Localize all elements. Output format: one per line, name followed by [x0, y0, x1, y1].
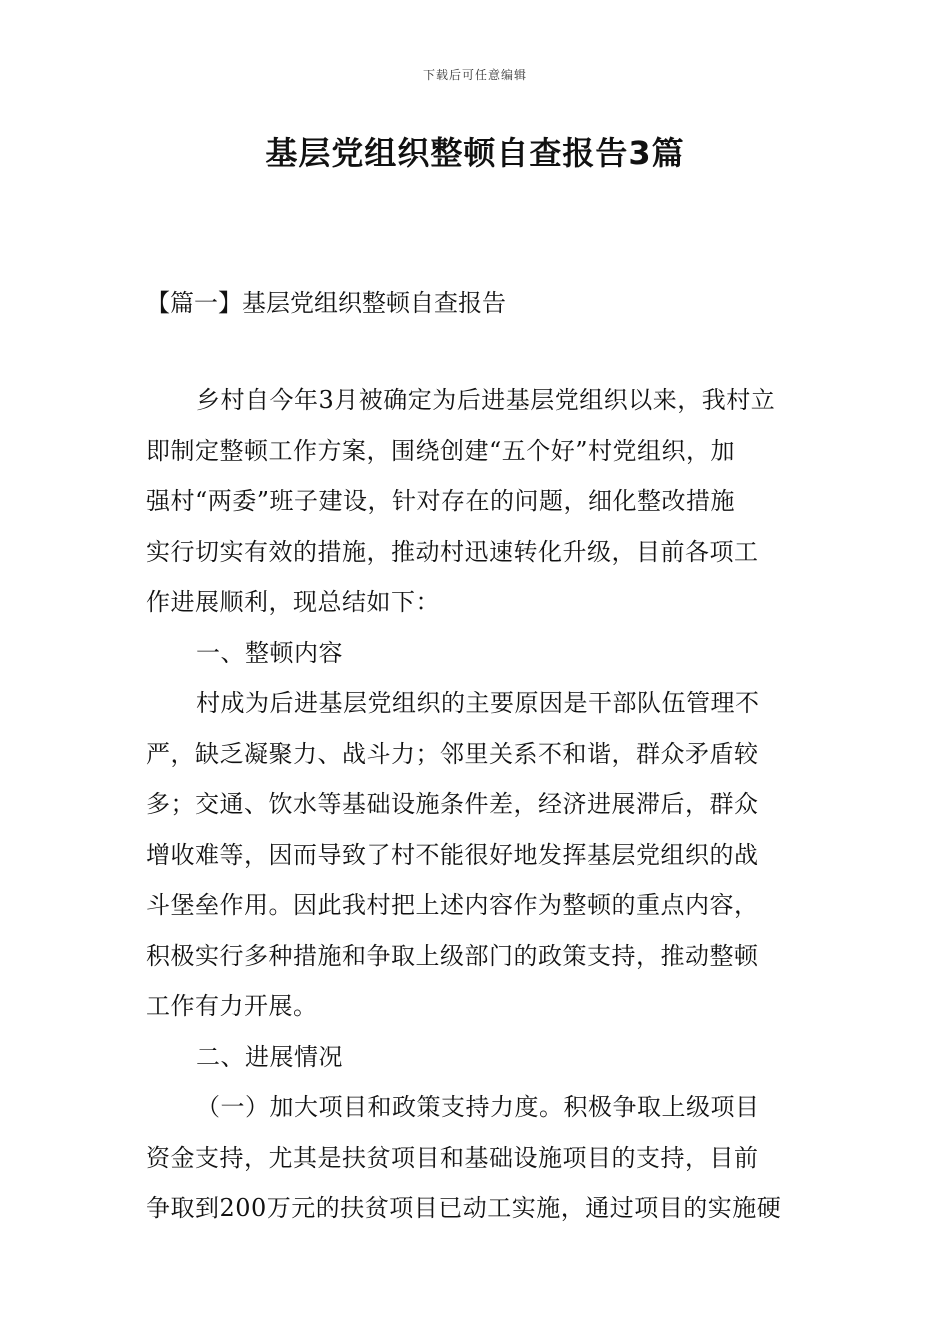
- paragraph-progress: [146, 1082, 806, 1234]
- text-line: 积极实行多种措施和争取上级部门的政策支持，推动整顿: [146, 941, 759, 970]
- document-title: 基层党组织整顿自查报告3篇: [265, 134, 685, 172]
- subheading-content: [146, 628, 806, 679]
- text-line: 资金支持，尤其是扶贫项目和基础设施项目的支持，目前: [146, 1143, 759, 1172]
- section-heading: 【篇一】基层党组织整顿自查报告: [146, 289, 506, 317]
- text-line: 二、进展情况: [196, 1042, 343, 1071]
- text-line: 斗堡垒作用。因此我村把上述内容作为整顿的重点内容，: [146, 891, 759, 919]
- body-text: [146, 375, 806, 1234]
- text-line: 工作有力开展。: [146, 992, 318, 1020]
- header-note: 下载后可任意编辑: [422, 68, 527, 82]
- text-line: 村成为后进基层党组织的主要原因是干部队伍管理不: [196, 689, 760, 717]
- text-line: 作进展顺利，现总结如下：: [146, 588, 440, 616]
- text-line: 争取到200万元的扶贫项目已动工实施，通过项目的实施硬: [146, 1194, 782, 1222]
- text-line: 强村“两委”班子建设，针对存在的问题，细化整改措施: [146, 487, 736, 515]
- paragraph-content: [146, 678, 806, 1032]
- text-line: 一、整顿内容: [196, 638, 343, 667]
- text-line: 实行切实有效的措施，推动村迅速转化升级，目前各项工: [146, 537, 759, 566]
- text-line: 增收难等，因而导致了村不能很好地发挥基层党组织的战: [146, 840, 759, 869]
- text-line: （一）加大项目和政策支持力度。积极争取上级项目: [196, 1093, 760, 1121]
- subheading-progress: [146, 1032, 806, 1083]
- text-line: 乡村自今年3月被确定为后进基层党组织以来，我村立: [196, 386, 776, 414]
- paragraph-intro: [146, 375, 806, 628]
- text-line: 严，缺乏凝聚力、战斗力；邻里关系不和谐，群众矛盾较: [146, 739, 759, 768]
- text-line: 即制定整顿工作方案，围绕创建“五个好”村党组织，加: [146, 436, 736, 465]
- text-line: 多；交通、饮水等基础设施条件差，经济进展滞后，群众: [146, 790, 759, 818]
